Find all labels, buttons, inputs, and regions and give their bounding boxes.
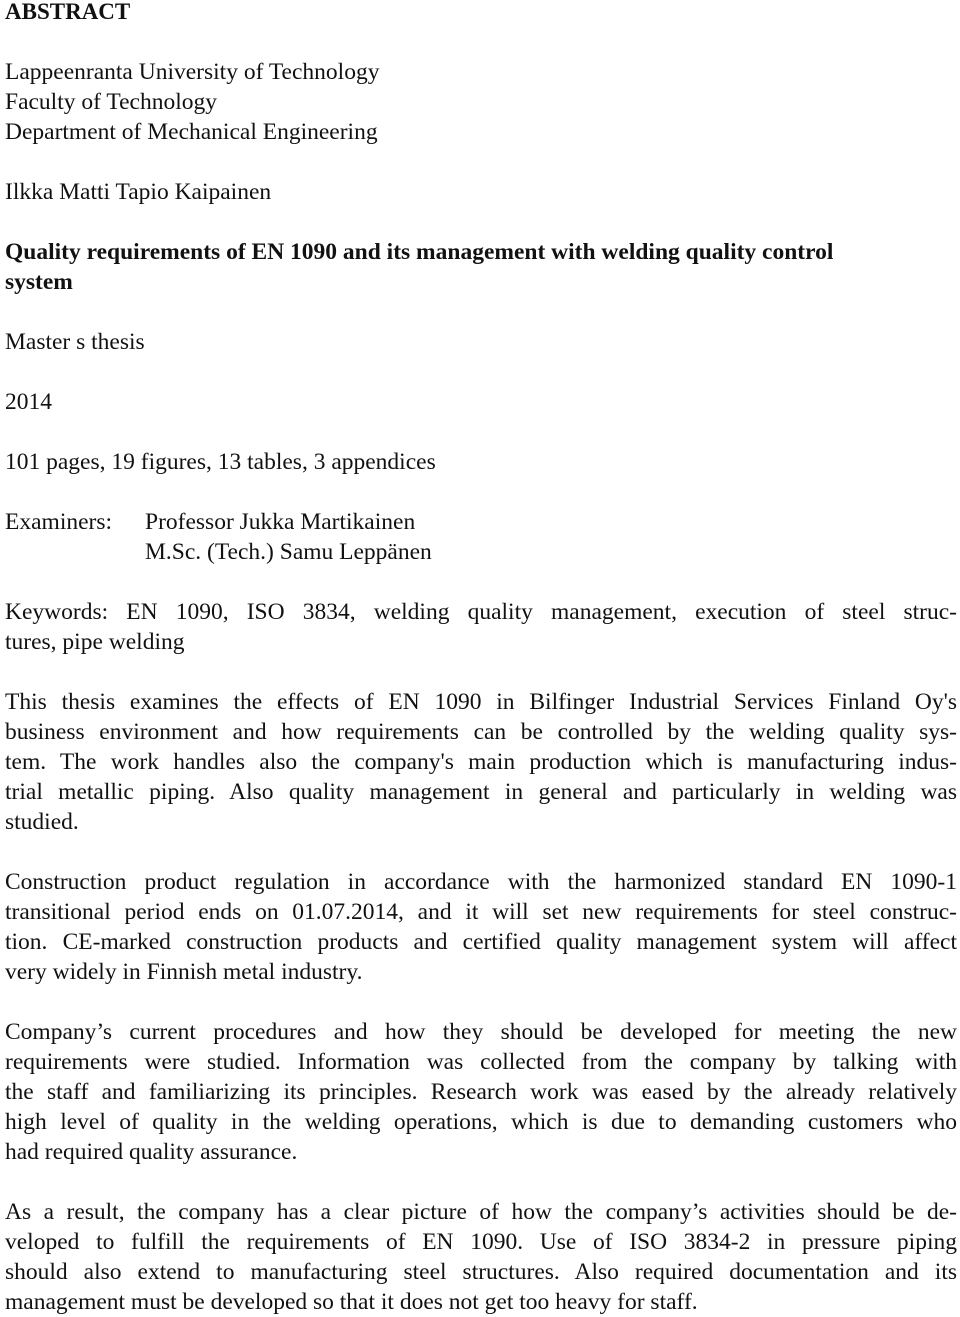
paragraph-line: had required quality assurance. [5,1139,298,1165]
thesis-title-line: system [5,269,73,295]
paragraph-line: requirements were studied. Information was collected from the company by talking with [5,1049,957,1075]
faculty-name: Faculty of Technology [5,89,217,115]
paragraph-line: high level of quality in the welding operations, which is due to demanding customers who [5,1109,957,1135]
paragraph-line: should also extend to manufacturing steel structures. Also required documentation and its [5,1259,957,1285]
examiner-name: M.Sc. (Tech.) Samu Leppänen [145,539,432,565]
keywords-line: Keywords: EN 1090, ISO 3834, welding quality management, execution of steel struc- [5,599,957,625]
paragraph-line: very widely in Finnish metal industry. [5,959,363,985]
abstract-paragraph-1 [5,687,957,837]
department-name: Department of Mechanical Engineering [5,119,378,145]
paragraph-line: transitional period ends on 01.07.2014, and it will set new requirements for steel construc- [5,899,957,925]
keywords-line: tures, pipe welding [5,629,185,655]
abstract-paragraph-3 [5,1017,957,1167]
abstract-paragraph-2 [5,867,957,987]
abstract-heading: ABSTRACT [5,0,131,24]
paragraph-line: trial metallic piping. Also quality management in general and particularly in welding was [5,779,957,805]
paragraph-line: management must be developed so that it does not get too heavy for staff. [5,1289,698,1315]
thesis-title-line: Quality requirements of EN 1090 and its management with welding quality control [5,239,834,265]
paragraph-line: studied. [5,809,79,835]
university-name: Lappeenranta University of Technology [5,59,380,85]
paragraph-line: Construction product regulation in accordance with the harmonized standard EN 1090-1 [5,869,957,895]
thesis-year: 2014 [5,389,52,415]
author-name: Ilkka Matti Tapio Kaipainen [5,179,272,205]
keywords [5,597,957,657]
thesis-extent: 101 pages, 19 figures, 13 tables, 3 appendices [5,449,436,475]
paragraph-line: Company’s current procedures and how they should be developed for meeting the new [5,1019,957,1045]
paragraph-line: This thesis examines the effects of EN 1090 in Bilfinger Industrial Services Finland Oy's [5,689,957,715]
abstract-paragraph-4 [5,1197,957,1317]
paragraph-line: tem. The work handles also the company's main production which is manufacturing indus- [5,749,957,775]
thesis-type: Master s thesis [5,329,145,355]
paragraph-line: As a result, the company has a clear picture of how the company’s activities should be de- [5,1199,957,1225]
paragraph-line: business environment and how requirements can be controlled by the welding quality sys- [5,719,957,745]
examiner-name: Professor Jukka Martikainen [145,509,416,535]
paragraph-line: veloped to fulfill the requirements of EN 1090. Use of ISO 3834-2 in pressure piping [5,1229,957,1255]
paragraph-line: tion. CE-marked construction products and certified quality management system will affect [5,929,957,955]
paragraph-line: the staff and familiarizing its principles. Research work was eased by the already relatively [5,1079,957,1105]
examiners-label: Examiners: [5,509,113,535]
